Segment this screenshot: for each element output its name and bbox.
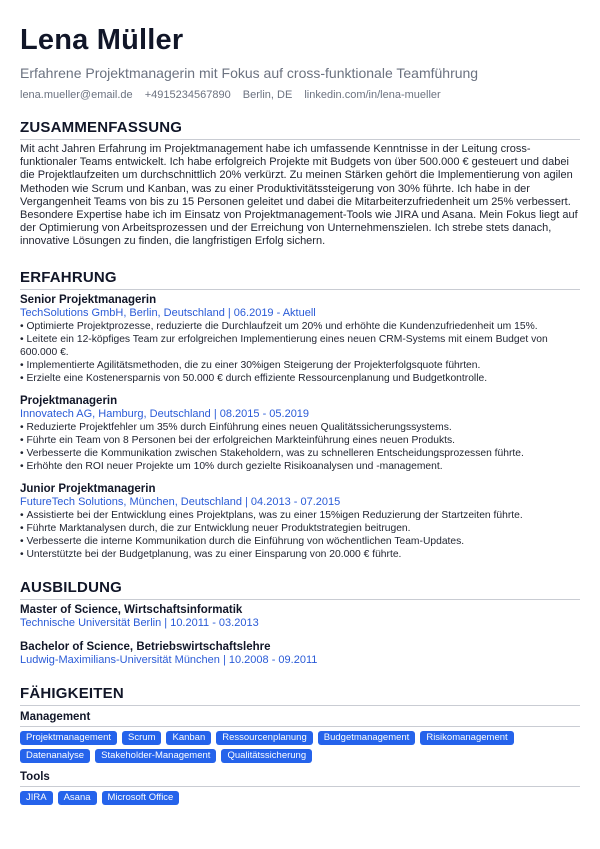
experience-section <box>20 269 580 561</box>
job-bullet: • Leitete ein 12-köpfiges Team zur erfolgreichen Implementierung eines neuen CRM-Systems mit einem Budget von 600.000 €. <box>20 333 580 359</box>
job-bullet: • Assistierte bei der Entwicklung eines Projektplans, was zu einer 15%igen Reduzierung der Startzeiten führte. <box>20 509 580 522</box>
contact-location: Berlin, DE <box>242 89 293 101</box>
contact-phone: +4915234567890 <box>144 89 231 101</box>
job-company-dates: FutureTech Solutions, München, Deutschland | 04.2013 - 07.2015 <box>20 495 341 508</box>
education-degree: Master of Science, Wirtschaftsinformatik <box>20 603 243 616</box>
skill-group-title: Tools <box>20 770 50 783</box>
job-bullet: • Führte ein Team von 8 Personen bei der erfolgreichen Markteinführung eines neuen Produkts. <box>20 434 580 447</box>
skill-chip: Ressourcenplanung <box>216 731 313 745</box>
job-entry <box>20 293 580 385</box>
skill-chip: Stakeholder-Management <box>95 749 216 763</box>
job-bullets <box>20 421 580 473</box>
job-bullet: • Reduzierte Projektfehler um 35% durch Einführung eines neuen Qualitätssicherungssystems. <box>20 421 580 434</box>
skill-chip: Asana <box>58 791 97 805</box>
skill-group-divider <box>20 726 580 727</box>
education-school-dates: Ludwig-Maximilians-Universität München | 10.2008 - 09.2011 <box>20 653 318 666</box>
skill-group <box>20 770 580 805</box>
candidate-name: Lena Müller <box>20 24 184 56</box>
job-bullet: • Implementierte Agilitätsmethoden, die zu einer 30%igen Steigerung der Projekterfolgsquote führten. <box>20 359 580 372</box>
skill-chip: Risikomanagement <box>420 731 513 745</box>
candidate-headline: Erfahrene Projektmanagerin mit Fokus auf cross-funktionale Teamführung <box>20 65 479 81</box>
section-title-summary: ZUSAMMENFASSUNG <box>20 119 183 136</box>
skill-chip: Projektmanagement <box>20 731 117 745</box>
skill-chip: Microsoft Office <box>102 791 180 805</box>
education-entry <box>20 603 580 630</box>
job-title: Junior Projektmanagerin <box>20 482 156 495</box>
contact-line <box>20 88 580 102</box>
job-bullet: • Erzielte eine Kostenersparnis von 50.000 € durch effiziente Ressourcenplanung und Budgetkontrolle. <box>20 372 580 385</box>
job-company-dates: TechSolutions GmbH, Berlin, Deutschland | 06.2019 - Aktuell <box>20 306 316 319</box>
job-title: Projektmanagerin <box>20 394 118 407</box>
job-bullets <box>20 509 580 561</box>
education-degree: Bachelor of Science, Betriebswirtschaftslehre <box>20 640 271 653</box>
section-divider <box>20 289 580 290</box>
job-bullet: • Erhöhte den ROI neuer Projekte um 10% durch gezielte Risikoanalysen und -management. <box>20 460 580 473</box>
skill-chip: JIRA <box>20 791 53 805</box>
education-school-dates: Technische Universität Berlin | 10.2011 - 03.2013 <box>20 616 259 629</box>
contact-email: lena.mueller@email.de <box>20 89 133 101</box>
section-title-skills: FÄHIGKEITEN <box>20 684 124 702</box>
job-title: Senior Projektmanagerin <box>20 293 157 306</box>
skill-chip: Scrum <box>122 731 161 745</box>
skill-chips <box>20 731 580 763</box>
job-bullets <box>20 320 580 385</box>
education-section <box>20 579 580 667</box>
skill-chip: Budgetmanagement <box>318 731 416 745</box>
job-company-dates: Innovatech AG, Hamburg, Deutschland | 08.2015 - 05.2019 <box>20 407 310 420</box>
summary-text: Mit acht Jahren Erfahrung im Projektmanagement habe ich umfassende Kenntnisse in der Leitung cross-funktionaler Teams entwickelt. Ich habe erfolgreich Projekte mit Budgets von über 500.000 € gesteuert und dabei die Projektlaufzeiten um durchschnittlich 20% verkürzt. Zu meinen Stärken gehört die Implementierung von agilen Methoden wie Scrum und Kanban, was zu einer Produktivitätssteigerung von 30% führte. Ich habe in der Vergangenheit Teams von bis zu 15 Personen geleitet und dabei die Mitarbeiterzufriedenheit um 25% verbessert. Besondere Expertise habe ich im Einsatz von Projektmanagement-Tools wie JIRA und Asana. Mein Fokus liegt auf der Optimierung von Arbeitsprozessen und der Erreichung von Unternehmenszielen. Ich strebe stets danach, innovative Lösungen zu finden, die langfristigen Erfolg sichern. <box>20 143 578 248</box>
skill-chip: Datenanalyse <box>20 749 90 763</box>
skill-chips <box>20 791 580 805</box>
job-entry <box>20 394 580 473</box>
skills-section <box>20 685 580 805</box>
resume-header <box>20 22 580 102</box>
section-title-experience: ERFAHRUNG <box>20 268 117 286</box>
section-title-education: AUSBILDUNG <box>20 578 122 596</box>
education-entry <box>20 640 580 667</box>
summary-section <box>20 119 580 249</box>
skill-group-divider <box>20 786 580 787</box>
section-divider <box>20 139 580 140</box>
job-bullet: • Führte Marktanalysen durch, die zur Entwicklung neuer Produktstrategien beitrugen. <box>20 522 580 535</box>
section-divider <box>20 599 580 600</box>
job-bullet: • Verbesserte die interne Kommunikation durch die Einführung von wöchentlichen Team-Updates. <box>20 535 580 548</box>
job-bullet: • Optimierte Projektprozesse, reduzierte die Durchlaufzeit um 20% und erhöhte die Kundenzufriedenheit um 15%. <box>20 320 580 333</box>
skill-group-title: Management <box>20 710 91 723</box>
job-bullet: • Verbesserte die Kommunikation zwischen Stakeholdern, was zu schnelleren Entscheidungsprozessen führte. <box>20 447 580 460</box>
skill-chip: Qualitätssicherung <box>221 749 312 763</box>
skill-group <box>20 710 580 763</box>
contact-linkedin: linkedin.com/in/lena-mueller <box>304 89 441 101</box>
section-divider <box>20 705 580 706</box>
job-bullet: • Unterstützte bei der Budgetplanung, was zu einer Einsparung von 20.000 € führte. <box>20 548 580 561</box>
skill-chip: Kanban <box>166 731 211 745</box>
job-entry <box>20 482 580 561</box>
